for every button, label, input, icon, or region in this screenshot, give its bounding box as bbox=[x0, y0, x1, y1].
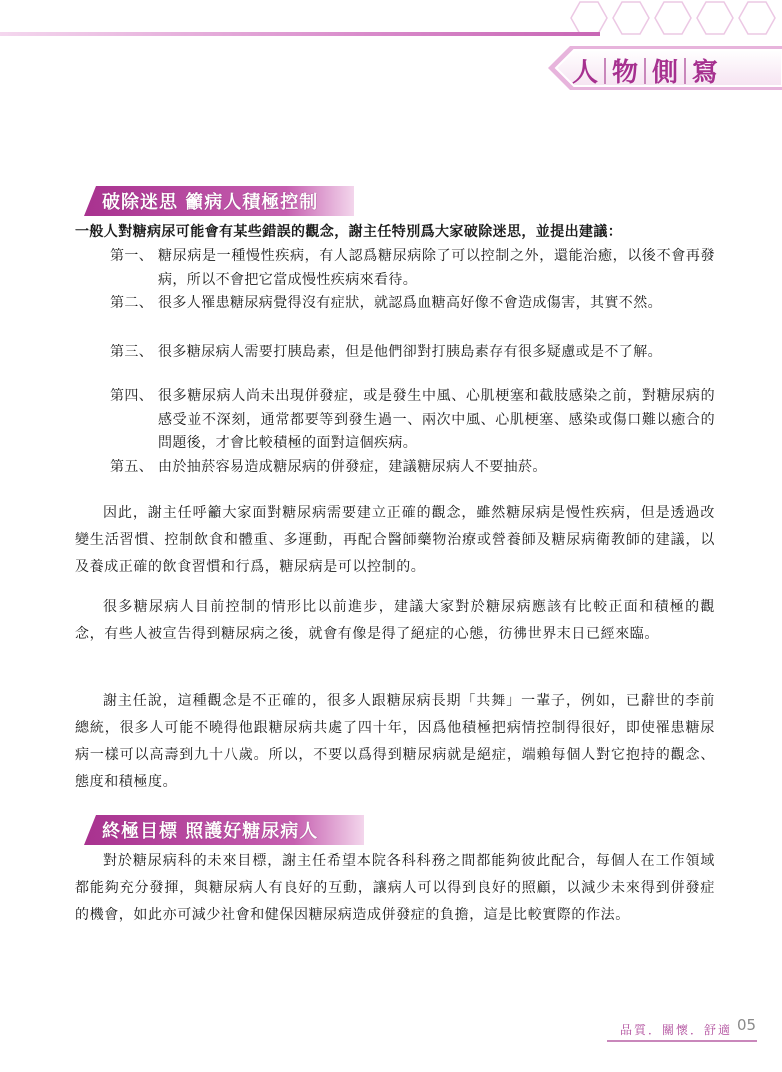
myth-text: 很多糖尿病人需要打胰島素，但是他們卻對打胰島素存有很多疑慮或是不了解。 bbox=[158, 344, 662, 360]
body-paragraph: 謝主任說，這種觀念是不正確的，很多人跟糖尿病長期「共舞」一輩子，例如，已辭世的李前總統，很多人可能不曉得他跟糖尿病共處了四十年，因爲他積極把病情控制得很好，即使罹患糖尿病一樣可以高壽到九十八歲。所以，不要以爲得到糖尿病就是絕症，端賴每個人對它抱持的觀念、態度和積極度。 bbox=[75, 693, 715, 790]
myth-number: 第四、 bbox=[110, 388, 154, 404]
page-number: 05 bbox=[737, 1016, 757, 1034]
section-title: 破除迷思 籲病人積極控制 bbox=[102, 192, 319, 213]
header-rule bbox=[0, 32, 600, 36]
myth-item bbox=[110, 292, 715, 316]
intro-sentence: 一般人對糖病尿可能會有某些錯誤的觀念，謝主任特別爲大家破除迷思，並提出建議： bbox=[75, 224, 623, 240]
myth-text: 糖尿病是一種慢性疾病，有人認爲糖尿病除了可以控制之外，還能治癒，以後不會再發病，所以不會把它當成慢性疾病來看待。 bbox=[158, 248, 715, 288]
tag-char: 寫 bbox=[692, 58, 719, 88]
tag-char: 側 bbox=[652, 58, 679, 88]
myth-text: 很多人罹患糖尿病覺得沒有症狀，就認爲血糖高好像不會造成傷害，其實不然。 bbox=[158, 295, 662, 311]
myth-text: 很多糖尿病人尚未出現併發症，或是發生中風、心肌梗塞和截肢感染之前，對糖尿病的感受並不深刻，通常都要等到發生過一、兩次中風、心肌梗塞、感染或傷口難以癒合的問題後，才會比較積極的面對這個疾病。 bbox=[158, 388, 715, 451]
column-tag bbox=[566, 52, 724, 89]
body-paragraph: 對於糖尿病科的未來目標，謝主任希望本院各科科務之間都能夠彼此配合，每個人在工作領域都能夠充分發揮，與糖尿病人有良好的互動，讓病人可以得到良好的照顧，以減少未來得到併發症的機會，如此亦可減少社會和健保因糖尿病造成併發症的負擔，這是比較實際的作法。 bbox=[75, 853, 715, 923]
tag-char: 人 bbox=[572, 58, 599, 88]
tag-char: 物 bbox=[612, 58, 639, 88]
section-heading-myths bbox=[84, 186, 354, 216]
myth-number: 第二、 bbox=[110, 295, 154, 311]
section-title: 終極目標 照護好糖尿病人 bbox=[102, 821, 319, 842]
body-paragraph: 因此，謝主任呼籲大家面對糖尿病需要建立正確的觀念，雖然糖尿病是慢性疾病，但是透過改變生活習慣、控制飲食和體重、多運動，再配合醫師藥物治療或營養師及糖尿病衛教師的建議，以及養成正確的飲食習慣和行爲，糖尿病是可以控制的。 bbox=[75, 505, 715, 575]
body-paragraph: 很多糖尿病人目前控制的情形比以前進步，建議大家對於糖尿病應該有比較正面和積極的觀念，有些人被宣告得到糖尿病之後，就會有像是得了絕症的心態，彷彿世界末日已經來臨。 bbox=[75, 599, 715, 642]
footer-rule bbox=[607, 1040, 757, 1042]
myth-item bbox=[110, 456, 715, 480]
myth-number: 第一、 bbox=[110, 248, 154, 264]
myth-text: 由於抽菸容易造成糖尿病的併發症，建議糖尿病人不要抽菸。 bbox=[158, 459, 547, 475]
myth-item bbox=[110, 341, 715, 365]
myth-number: 第三、 bbox=[110, 344, 154, 360]
section-heading-goal bbox=[84, 815, 364, 845]
myth-item bbox=[110, 245, 715, 292]
myth-number: 第五、 bbox=[110, 459, 154, 475]
footer-tagline: 品質．關懷．舒適 bbox=[620, 1023, 733, 1037]
myth-item bbox=[110, 385, 715, 456]
